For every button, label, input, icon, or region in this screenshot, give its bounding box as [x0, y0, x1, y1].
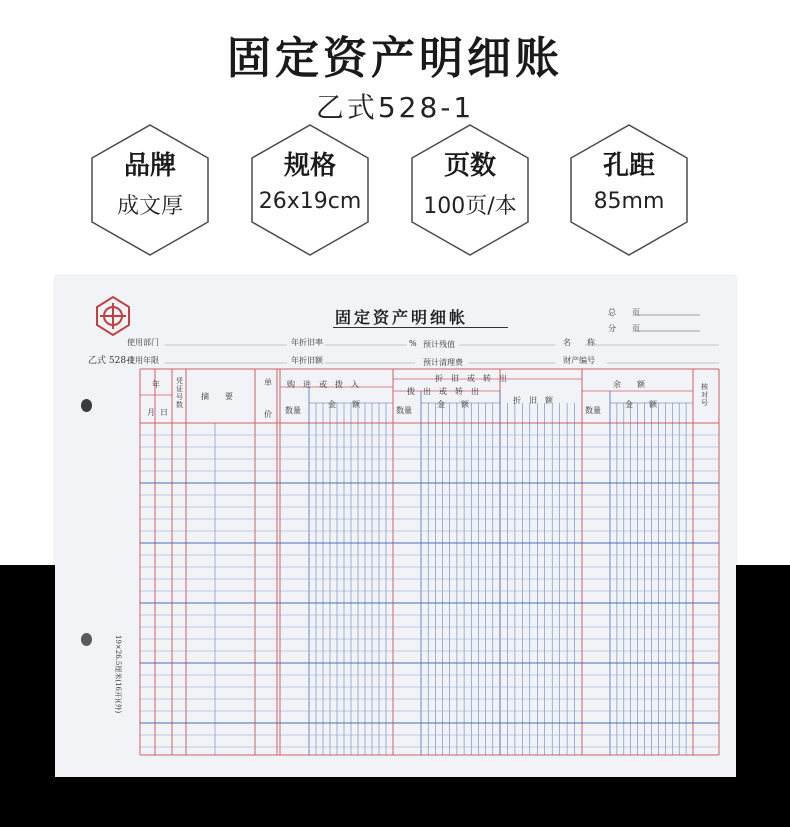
cleanup-label: 预计清理费	[423, 358, 463, 367]
spec-badge-size	[249, 123, 371, 257]
rate-label: 年折旧率	[291, 338, 323, 347]
spec-label: 品牌	[123, 151, 176, 181]
col-amt3: 金 额	[625, 400, 657, 409]
spec-value: 成文厚	[116, 194, 183, 219]
spec-value: 85mm	[593, 189, 665, 214]
dept-label: 使用部门	[127, 338, 159, 347]
col-voucher: 凭证号数	[176, 377, 183, 409]
side-note: 19×26.5厘米(16开)(外)	[114, 635, 122, 714]
product-subtitle: 乙式528-1	[315, 91, 475, 124]
product-title: 固定资产明细账	[227, 33, 563, 84]
spec-value: 100页/本	[423, 194, 517, 219]
col-day: 日	[160, 408, 168, 417]
col-check: 核对号	[701, 383, 708, 407]
spec-label: 规格	[283, 151, 336, 181]
col-depreciation-out: 折 旧 或 转 出	[435, 374, 507, 383]
col-month: 月	[147, 408, 155, 417]
col-amt1: 金 额	[328, 400, 360, 409]
col-price: 价	[264, 410, 272, 419]
product-header	[0, 0, 790, 265]
years-label: 使用年限	[127, 356, 159, 365]
name-label: 名 称	[563, 338, 595, 347]
col-unit: 单	[264, 378, 272, 387]
amount-label: 年折旧额	[291, 356, 323, 365]
col-amt2: 金 额	[437, 400, 469, 409]
percent-label: %	[409, 339, 417, 348]
col-qty3: 数量	[585, 406, 601, 415]
residual-label: 预计残值	[423, 340, 455, 349]
form-code: 乙式 528-1	[88, 356, 135, 366]
spec-badge-pages	[409, 123, 531, 257]
spec-label: 页数	[443, 151, 496, 181]
col-purchase: 购 进 或 拨 入	[287, 380, 359, 389]
sub-page-label: 分 页	[608, 324, 640, 333]
col-qty1: 数量	[285, 406, 301, 415]
col-transfer-out: 拨 出 或 转 出	[407, 387, 479, 396]
col-year: 年	[152, 380, 160, 389]
spec-label: 孔距	[602, 151, 655, 181]
ledger-sheet	[55, 275, 736, 777]
col-summary: 摘 要	[201, 392, 233, 401]
ledger-title: 固定资产明细帐	[335, 308, 469, 327]
spec-badge-brand	[89, 123, 211, 257]
spec-badge-hole-distance	[568, 123, 690, 257]
ledger-grid	[55, 275, 736, 777]
col-qty2: 数量	[396, 406, 412, 415]
col-balance: 余 额	[613, 380, 645, 389]
spec-value: 26x19cm	[258, 189, 362, 214]
col-depreciation: 折 旧 额	[513, 396, 553, 405]
asset-no-label: 财产编号	[563, 356, 595, 365]
total-page-label: 总 页	[608, 308, 640, 317]
